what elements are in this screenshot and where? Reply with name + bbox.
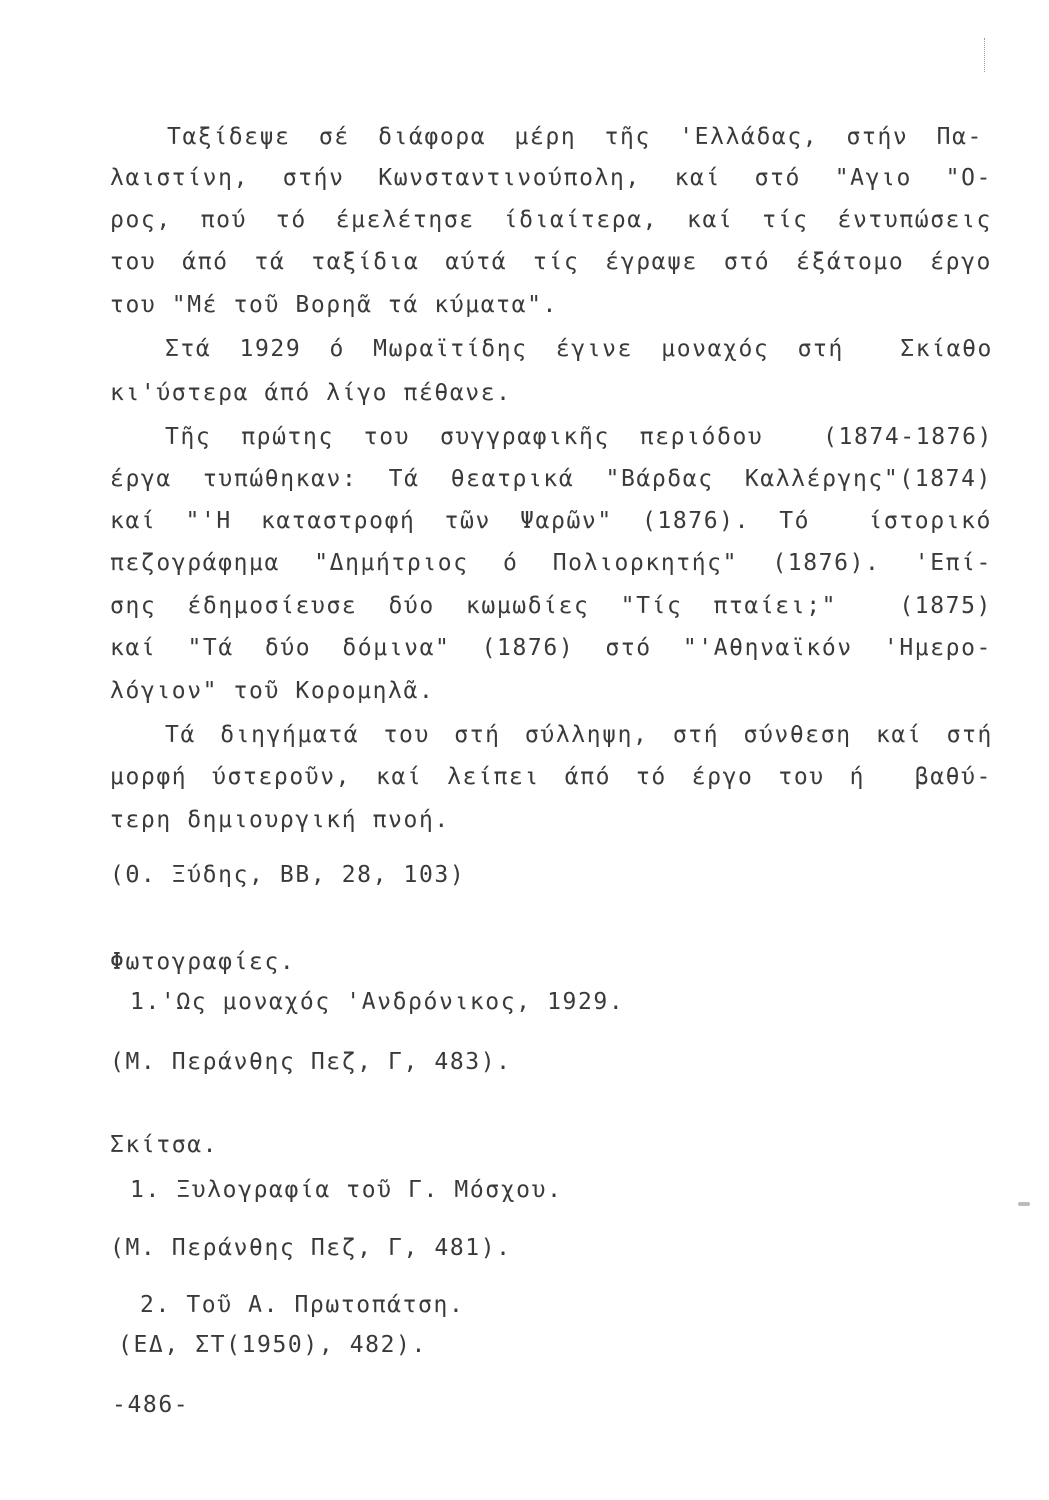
page-number: -486- [112,1392,190,1418]
paragraph-3-line-5: σης έδημοσίευσε δύο κωμωδίες "Τίς πταίει;" (1875) [110,593,992,619]
paragraph-2-line-2: κι'ύστερα άπό λίγο πέθανε. [110,380,512,406]
photos-item-1-source: (Μ. Περάνθης Πεζ, Γ, 483). [110,1049,512,1075]
paragraph-3-line-7: λόγιον" τοῦ Κορομηλᾶ. [110,678,435,704]
photos-item-1: 1.'Ως μοναχός 'Ανδρόνικος, 1929. [130,989,625,1015]
paragraph-3-line-1: Τῆς πρώτης του συγγραφικῆς περιόδου (1874-1876) [165,424,993,450]
sketches-item-2: 2. Τοῦ Α. Πρωτοπάτση. [140,1292,465,1318]
paragraph-3-line-4: πεζογράφημα "Δημήτριος ό Πολιορκητής" (1876). 'Επί- [110,550,992,576]
paragraph-3-line-3: καί "'Η καταστροφή τῶν Ψαρῶν" (1876). Τό ίστορικό [110,508,992,534]
paragraph-1-line-3: ρος, πού τό έμελέτησε ίδιαίτερα, καί τίς έντυπώσεις [110,207,992,233]
stray-mark [1018,1202,1030,1206]
paragraph-1-line-1: Ταξίδεψε σέ διάφορα μέρη τῆς 'Ελλάδας, στήν Πα- [167,124,983,150]
paragraph-4-line-2: μορφή ύστεροῦν, καί λείπει άπό τό έργο του ή βαθύ- [110,764,992,790]
photos-heading: Φωτογραφίες. [110,949,296,975]
margin-mark [984,38,987,72]
paragraph-1-line-4: του άπό τά ταξίδια αύτά τίς έγραψε στό έξάτομο έργο [110,249,992,275]
paragraph-1-line-5: του "Μέ τοῦ Βορηᾶ τά κύματα". [110,292,558,318]
paragraph-4-line-3: τερη δημιουργική πνοή. [110,807,450,833]
sketches-item-1: 1. Ξυλογραφία τοῦ Γ. Μόσχου. [130,1177,563,1203]
sketches-heading: Σκίτσα. [110,1132,219,1158]
citation: (Θ. Ξύδης, ΒΒ, 28, 103) [110,862,466,888]
paragraph-4-line-1: Τά διηγήματά του στή σύλληψη, στή σύνθεση καί στή [165,722,993,748]
paragraph-2-line-1: Στά 1929 ό Μωραϊτίδης έγινε μοναχός στή Σκίαθο [165,336,993,362]
paragraph-1-line-2: λαιστίνη, στήν Κωνσταντινούπολη, καί στό "Αγιο "Ο- [110,165,992,191]
sketches-item-2-source: (ΕΔ, ΣΤ(1950), 482). [118,1332,427,1358]
paragraph-3-line-2: έργα τυπώθηκαν: Τά θεατρικά "Βάρδας Καλλέργης"(1874) [110,466,992,492]
paragraph-3-line-6: καί "Τά δύο δόμινα" (1876) στό "'Αθηναϊκόν 'Ημερο- [110,635,992,661]
sketches-item-1-source: (Μ. Περάνθης Πεζ, Γ, 481). [110,1235,512,1261]
